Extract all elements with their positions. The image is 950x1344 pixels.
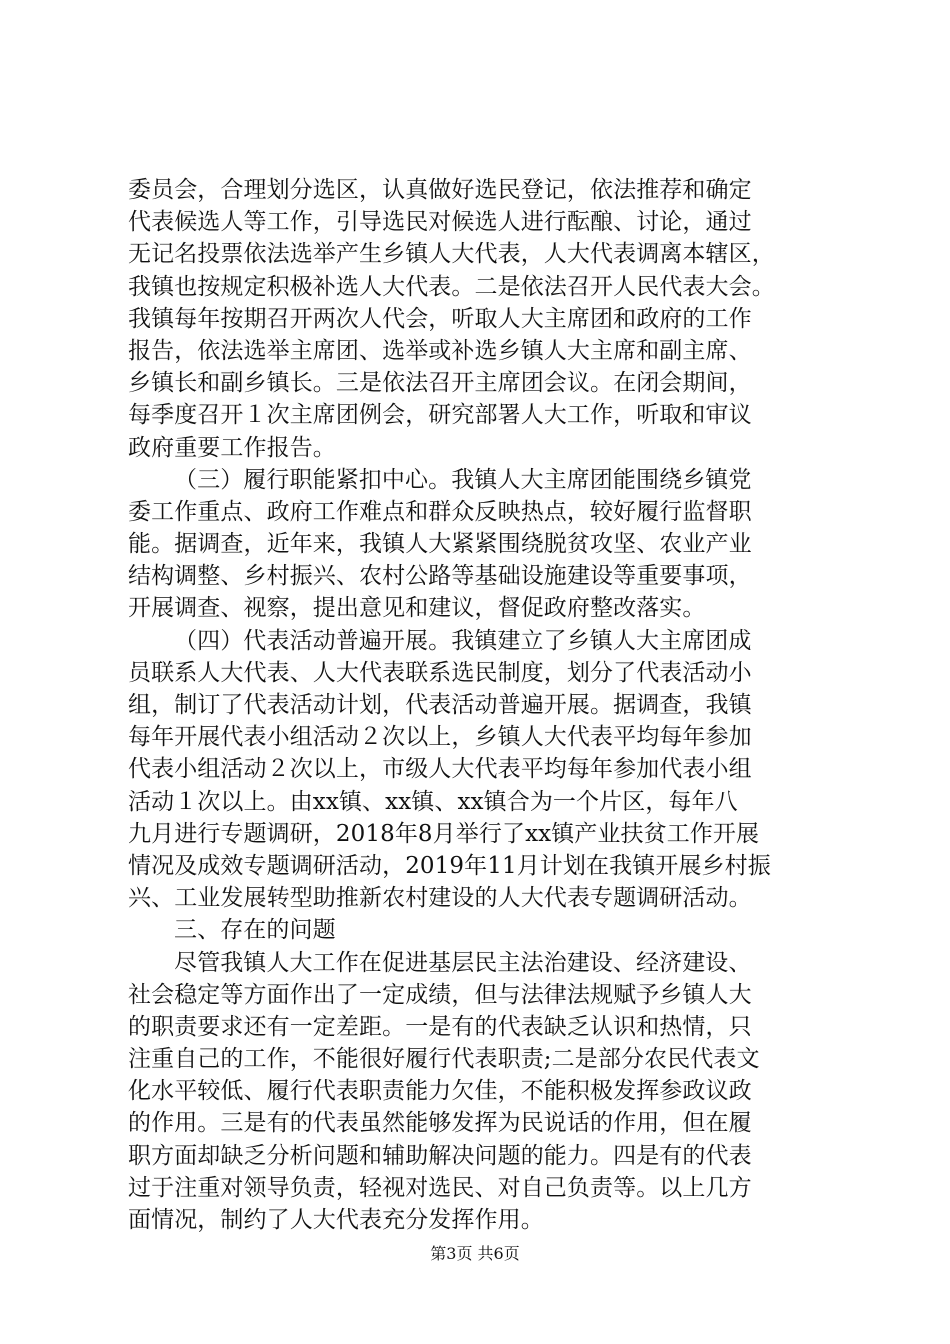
text-line: 九月进行专题调研，2018年8月举行了xx镇产业扶贫工作开展 xyxy=(128,820,760,847)
text-line: 乡镇长和副乡镇长。三是依法召开主席团会议。在闭会期间， xyxy=(128,370,752,397)
text-line: 组，制订了代表活动计划，代表活动普遍开展。据调查，我镇 xyxy=(128,692,752,718)
text-line: 注重自己的工作，不能很好履行代表职责;二是部分农民代表文 xyxy=(128,1046,760,1073)
text-line: 结构调整、乡村振兴、农村公路等基础设施建设等重要事项， xyxy=(128,563,752,590)
text-line: 我镇也按规定积极补选人大代表。二是依法召开人民代表大会。 xyxy=(128,273,775,300)
text-line: 活动１次以上。由xx镇、xx镇、xx镇合为一个片区，每年八 xyxy=(128,788,738,815)
text-line: 能。据调查，近年来，我镇人大紧紧围绕脱贫攻坚、农业产业 xyxy=(128,531,752,558)
text-line: 每年开展代表小组活动２次以上，乡镇人大代表平均每年参加 xyxy=(128,724,752,751)
text-line: 的职责要求还有一定差距。一是有的代表缺乏认识和热情，只 xyxy=(128,1013,752,1040)
text-line: 委工作重点、政府工作难点和群众反映热点，较好履行监督职 xyxy=(128,498,752,525)
text-line: 三、存在的问题 xyxy=(174,917,336,944)
text-line: （三）履行职能紧扣中心。我镇人大主席团能围绕乡镇党 xyxy=(174,466,752,493)
text-line: 代表候选人等工作，引导选民对候选人进行酝酿、讨论，通过 xyxy=(128,209,752,236)
text-line: 代表小组活动２次以上，市级人大代表平均每年参加代表小组 xyxy=(128,756,752,783)
text-line: 职方面却缺乏分析问题和辅助解决问题的能力。四是有的代表 xyxy=(128,1142,752,1169)
text-line: 兴、工业发展转型助推新农村建设的人大代表专题调研活动。 xyxy=(128,885,752,912)
text-line: 员联系人大代表、人大代表联系选民制度，划分了代表活动小 xyxy=(128,659,752,686)
text-line: （四）代表活动普遍开展。我镇建立了乡镇人大主席团成 xyxy=(174,627,752,654)
page-footer: 第3页 共6页 xyxy=(430,1244,520,1263)
text-line: 无记名投票依法选举产生乡镇人大代表，人大代表调离本辖区， xyxy=(128,241,775,268)
text-line: 每季度召开１次主席团例会，研究部署人大工作，听取和审议 xyxy=(128,402,752,429)
text-line: 政府重要工作报告。 xyxy=(128,434,336,461)
text-line: 情况及成效专题调研活动，2019年11月计划在我镇开展乡村振 xyxy=(128,852,771,879)
text-line: 的作用。三是有的代表虽然能够发挥为民说话的作用，但在履 xyxy=(128,1110,752,1137)
text-line: 社会稳定等方面作出了一定成绩，但与法律法规赋予乡镇人大 xyxy=(128,981,752,1008)
text-line: 面情况，制约了人大代表充分发挥作用。 xyxy=(128,1207,544,1233)
text-line: 委员会，合理划分选区，认真做好选民登记，依法推荐和确定 xyxy=(128,177,752,203)
text-line: 尽管我镇人大工作在促进基层民主法治建设、经济建设、 xyxy=(174,949,752,976)
text-line: 报告，依法选举主席团、选举或补选乡镇人大主席和副主席、 xyxy=(128,337,752,364)
body-text xyxy=(128,174,848,1236)
text-line: 我镇每年按期召开两次人代会，听取人大主席团和政府的工作 xyxy=(128,305,752,332)
text-line: 开展调查、视察，提出意见和建议，督促政府整改落实。 xyxy=(128,595,706,622)
text-line: 化水平较低、履行代表职责能力欠佳，不能积极发挥参政议政 xyxy=(128,1078,752,1105)
text-line: 过于注重对领导负责，轻视对选民、对自己负责等。以上几方 xyxy=(128,1174,752,1201)
